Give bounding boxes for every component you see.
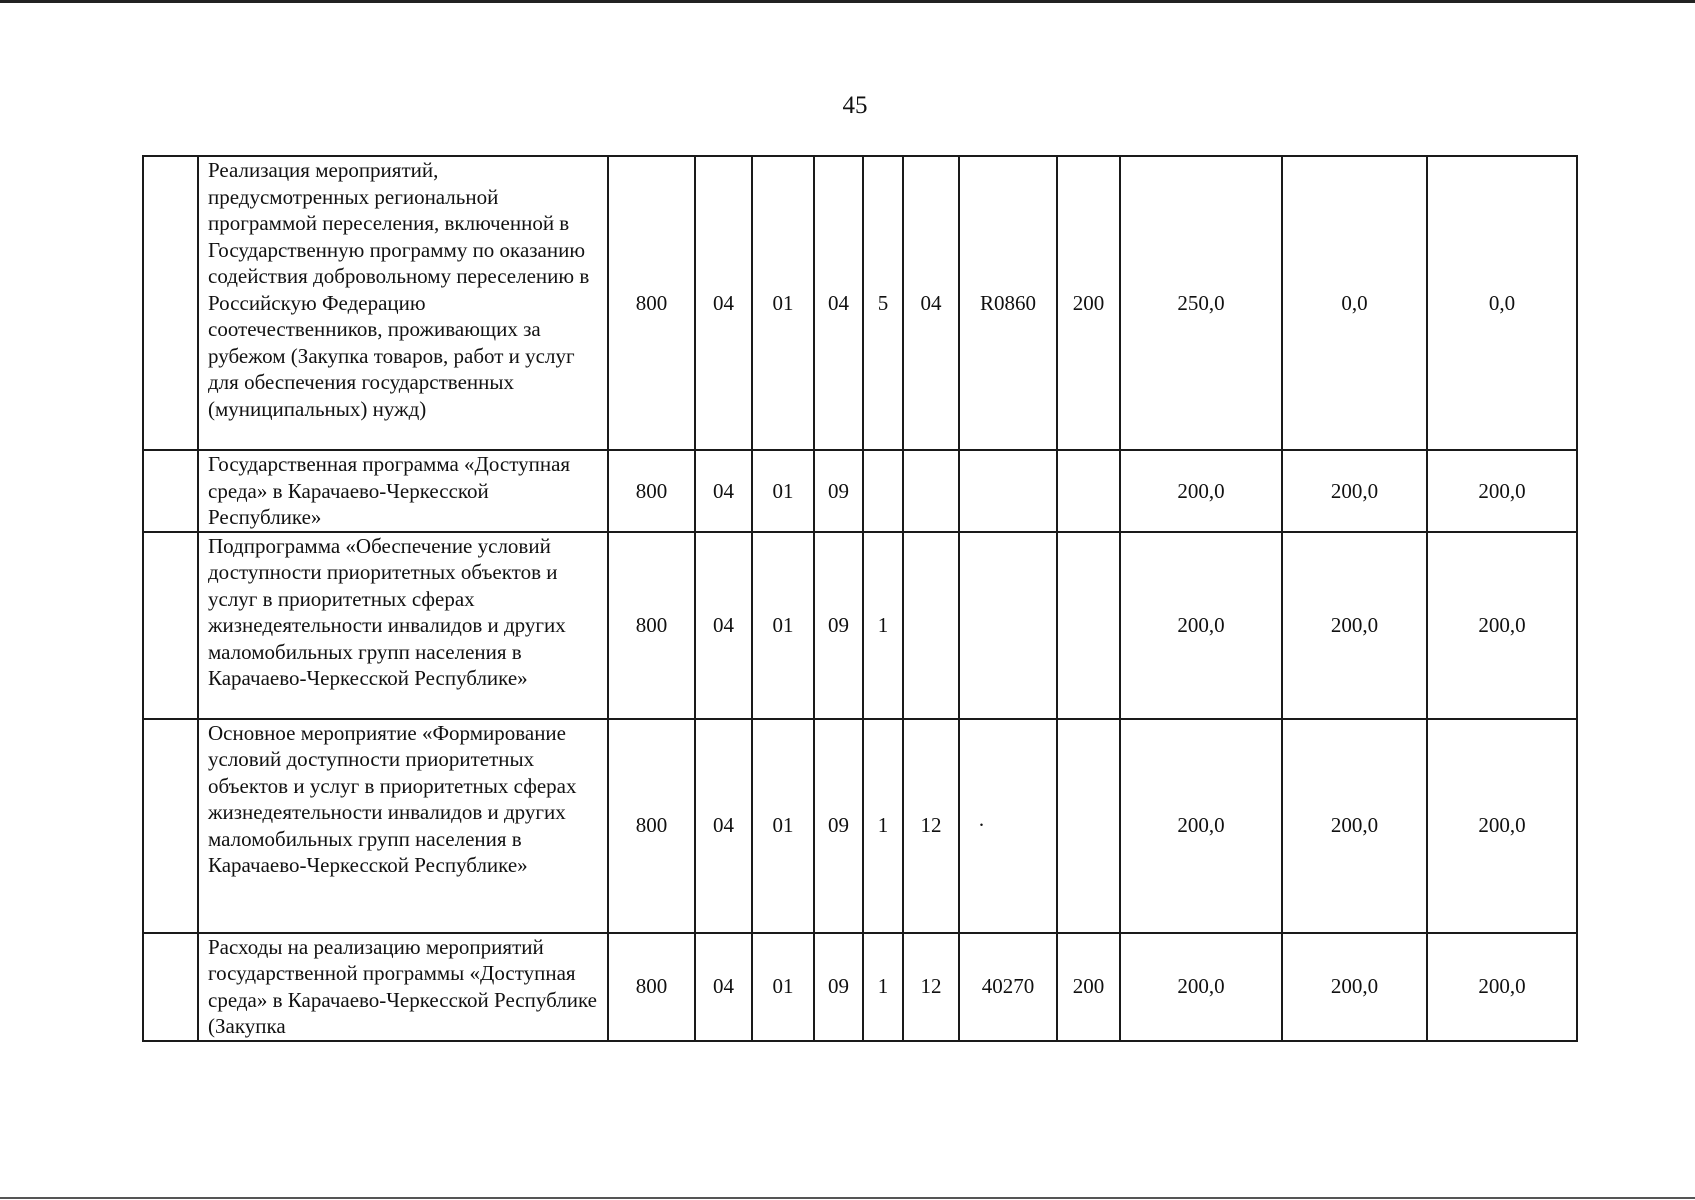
expense-type-cell: 200 (1057, 156, 1120, 450)
sum-year-1-cell: 250,0 (1120, 156, 1282, 450)
event-code-cell: 04 (903, 156, 959, 450)
subsection-code-cell: 01 (752, 719, 814, 933)
program-code-cell: 09 (814, 719, 863, 933)
sum-year-1-cell: 200,0 (1120, 450, 1282, 532)
expense-type-cell (1057, 719, 1120, 933)
expense-type-cell (1057, 532, 1120, 719)
subsection-code-cell: 01 (752, 450, 814, 532)
table-row (143, 719, 1577, 933)
direction-code-cell (959, 450, 1057, 532)
table-row (143, 450, 1577, 532)
sum-year-3-cell: 200,0 (1427, 450, 1577, 532)
expense-type-cell: 200 (1057, 933, 1120, 1041)
direction-code-cell: · (959, 719, 1057, 933)
ministry-code-cell: 800 (608, 532, 695, 719)
ministry-code-cell: 800 (608, 933, 695, 1041)
section-code-cell: 04 (695, 719, 752, 933)
description-cell: Государственная программа «Доступная среда» в Карачаево-Черкесской Республике» (198, 450, 608, 532)
direction-code-cell: 40270 (959, 933, 1057, 1041)
direction-code-cell (959, 532, 1057, 719)
subprogram-code-cell: 5 (863, 156, 903, 450)
ministry-code-cell: 800 (608, 719, 695, 933)
section-code-cell: 04 (695, 156, 752, 450)
sum-year-1-cell: 200,0 (1120, 532, 1282, 719)
row-number-cell (143, 719, 198, 933)
description-cell: Расходы на реализацию мероприятий государственной программы «Доступная среда» в Карачаево-Черкесской Республике (Закупка (198, 933, 608, 1041)
sum-year-3-cell: 200,0 (1427, 933, 1577, 1041)
ministry-code-cell: 800 (608, 450, 695, 532)
table-row (143, 156, 1577, 450)
subprogram-code-cell: 1 (863, 933, 903, 1041)
section-code-cell: 04 (695, 933, 752, 1041)
budget-table (142, 155, 1578, 1042)
sum-year-2-cell: 200,0 (1282, 933, 1427, 1041)
event-code-cell: 12 (903, 933, 959, 1041)
description-cell: Реализация мероприятий, предусмотренных региональной программой переселения, включенной в Государственную программу по оказанию содействия добровольному переселению в Российскую Федерацию соотечественников, проживающих за рубежом (Закупка товаров, работ и услуг для обеспечения государственных (муниципальных) нужд) (198, 156, 608, 450)
section-code-cell: 04 (695, 450, 752, 532)
program-code-cell: 09 (814, 450, 863, 532)
row-number-cell (143, 156, 198, 450)
ministry-code-cell: 800 (608, 156, 695, 450)
description-cell: Подпрограмма «Обеспечение условий доступности приоритетных объектов и услуг в приоритетных сферах жизнедеятельности инвалидов и других маломобильных групп населения в Карачаево-Черкесской Республике» (198, 532, 608, 719)
row-number-cell (143, 532, 198, 719)
event-code-cell: 12 (903, 719, 959, 933)
subsection-code-cell: 01 (752, 156, 814, 450)
sum-year-3-cell: 0,0 (1427, 156, 1577, 450)
event-code-cell (903, 532, 959, 719)
sum-year-3-cell: 200,0 (1427, 719, 1577, 933)
row-number-cell (143, 933, 198, 1041)
sum-year-2-cell: 200,0 (1282, 532, 1427, 719)
page-number: 45 (842, 92, 868, 119)
event-code-cell (903, 450, 959, 532)
bottom-border-line (0, 1197, 1695, 1199)
sum-year-2-cell: 0,0 (1282, 156, 1427, 450)
program-code-cell: 04 (814, 156, 863, 450)
program-code-cell: 09 (814, 532, 863, 719)
subprogram-code-cell: 1 (863, 532, 903, 719)
subsection-code-cell: 01 (752, 933, 814, 1041)
table-row (143, 933, 1577, 1041)
expense-type-cell (1057, 450, 1120, 532)
section-code-cell: 04 (695, 532, 752, 719)
sum-year-2-cell: 200,0 (1282, 719, 1427, 933)
sum-year-1-cell: 200,0 (1120, 719, 1282, 933)
subprogram-code-cell: 1 (863, 719, 903, 933)
sum-year-3-cell: 200,0 (1427, 532, 1577, 719)
description-cell: Основное мероприятие «Формирование условий доступности приоритетных объектов и услуг в приоритетных сферах жизнедеятельности инвалидов и других маломобильных групп населения в Карачаево-Черкесской Республике» (198, 719, 608, 933)
subsection-code-cell: 01 (752, 532, 814, 719)
top-border-line (0, 0, 1695, 3)
sum-year-1-cell: 200,0 (1120, 933, 1282, 1041)
row-number-cell (143, 450, 198, 532)
subprogram-code-cell (863, 450, 903, 532)
table-row (143, 532, 1577, 719)
direction-code-cell: R0860 (959, 156, 1057, 450)
program-code-cell: 09 (814, 933, 863, 1041)
sum-year-2-cell: 200,0 (1282, 450, 1427, 532)
